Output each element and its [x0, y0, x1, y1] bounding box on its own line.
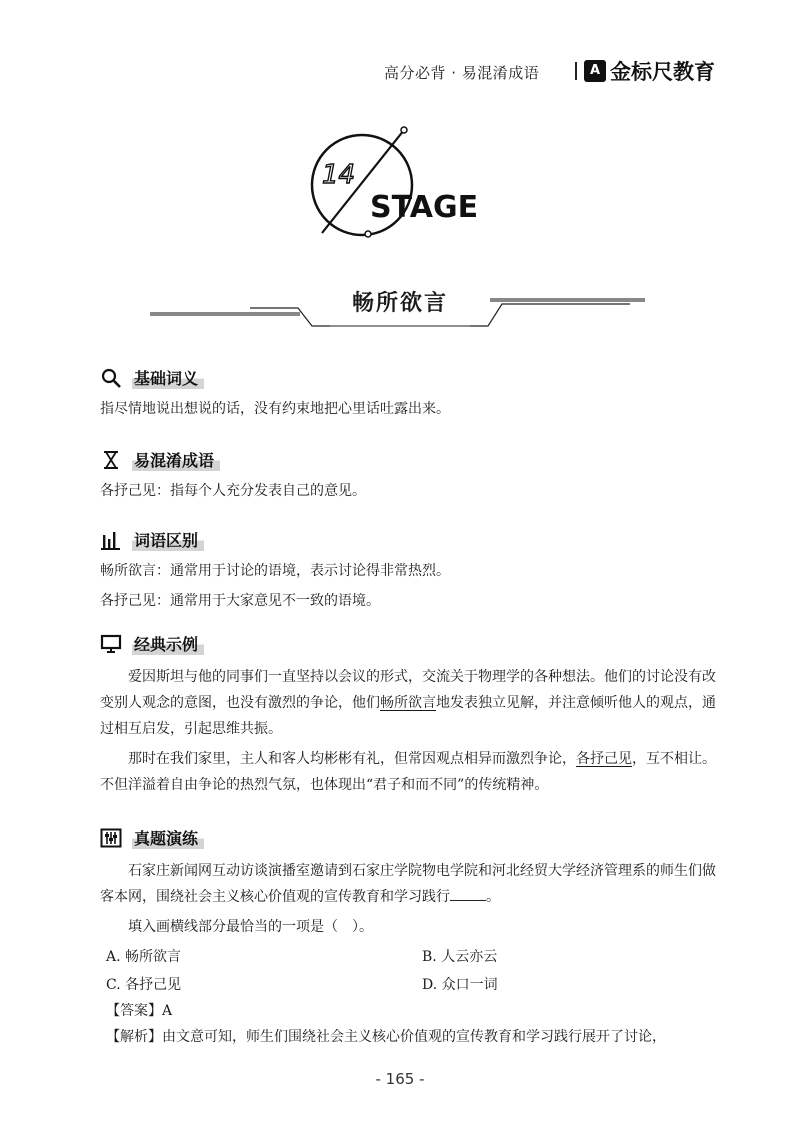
section-basic-heading — [100, 366, 204, 389]
magnifier-icon — [100, 367, 122, 389]
bar-chart-icon — [100, 529, 122, 551]
brand-name: 金标尺教育 — [610, 60, 715, 84]
practice-question-text: 石家庄新闻网互动访谈演播室邀请到石家庄学院物电学院和河北经贸大学经济管理系的师生们做客本网，围绕社会主义核心价值观的宣传教育和学习践行 — [100, 863, 716, 905]
section-distinction-line1: 畅所欲言：通常用于讨论的语境，表示讨论得非常热烈。 — [100, 563, 450, 579]
answer-blank — [450, 886, 486, 901]
practice-prompt: 填入画横线部分最恰当的一项是（ ）。 — [128, 919, 373, 935]
page-number: - 165 - — [375, 1070, 425, 1088]
section-distinction-line2: 各抒己见：通常用于大家意见不一致的语境。 — [100, 593, 380, 609]
option-a: A. 畅所欲言 — [106, 949, 182, 965]
practice-question — [100, 858, 720, 910]
example-1-underlined: 畅所欲言 — [380, 695, 436, 711]
example-1-text-b: 地发表独立见解，并注意倾听他人的观点，通过相互启发，引起思维共振。 — [100, 695, 716, 737]
stage-dot-bottom — [365, 231, 371, 237]
section-practice-heading — [100, 826, 204, 849]
header-divider — [575, 62, 577, 80]
section-confusable-text: 各抒己见：指每个人充分发表自己的意见。 — [100, 483, 366, 499]
stage-label: STAGE — [370, 190, 479, 225]
hourglass-icon — [100, 449, 122, 471]
section-practice-label: 真题演练 — [132, 826, 204, 849]
example-2-text-a: 那时在我们家里，主人和客人均彬彬有礼，但常因观点相异而激烈争论， — [128, 751, 576, 767]
stage-number: 14 — [322, 160, 356, 190]
section-basic-text: 指尽情地说出想说的话，没有约束地把心里话吐露出来。 — [100, 401, 450, 417]
stage-badge — [300, 125, 480, 245]
practice-question-end: 。 — [486, 889, 500, 905]
stage-dot-top — [401, 127, 407, 133]
answer-line: 【答案】A — [106, 1003, 173, 1019]
example-paragraph-1 — [100, 664, 720, 742]
brand-logo — [584, 56, 715, 86]
sliders-icon — [100, 827, 122, 849]
example-paragraph-2 — [100, 746, 720, 798]
page-title: 畅所欲言 — [351, 290, 448, 316]
option-d: D. 众口一词 — [422, 977, 498, 993]
option-b: B. 人云亦云 — [422, 949, 498, 965]
section-examples-label: 经典示例 — [132, 632, 204, 655]
brand-logo-mark: A — [584, 60, 606, 82]
section-confusable-label: 易混淆成语 — [132, 448, 220, 471]
section-basic-label: 基础词义 — [132, 366, 204, 389]
section-confusable-heading — [100, 448, 220, 471]
header-subtitle: 高分必背 · 易混淆成语 — [384, 64, 540, 82]
section-distinction-heading — [100, 528, 204, 551]
section-distinction-label: 词语区别 — [132, 528, 204, 551]
analysis-line: 【解析】由文意可知，师生们围绕社会主义核心价值观的宣传教育和学习践行展开了讨论， — [106, 1029, 666, 1045]
example-1-text-a: 爱因斯坦与他的同事们一直坚持以会议的形式，交流关于物理学的各种想法。他们的讨论没有改变别人观念的意图，也没有激烈的争论，他们 — [100, 669, 716, 711]
example-2-text-b: ，互不相让。不但洋溢着自由争论的热烈气氛，也体现出“君子和而不同”的传统精神。 — [100, 751, 716, 793]
monitor-icon — [100, 633, 122, 655]
section-examples-heading — [100, 632, 204, 655]
option-c: C. 各抒己见 — [106, 977, 182, 993]
example-2-underlined: 各抒己见 — [576, 751, 632, 767]
